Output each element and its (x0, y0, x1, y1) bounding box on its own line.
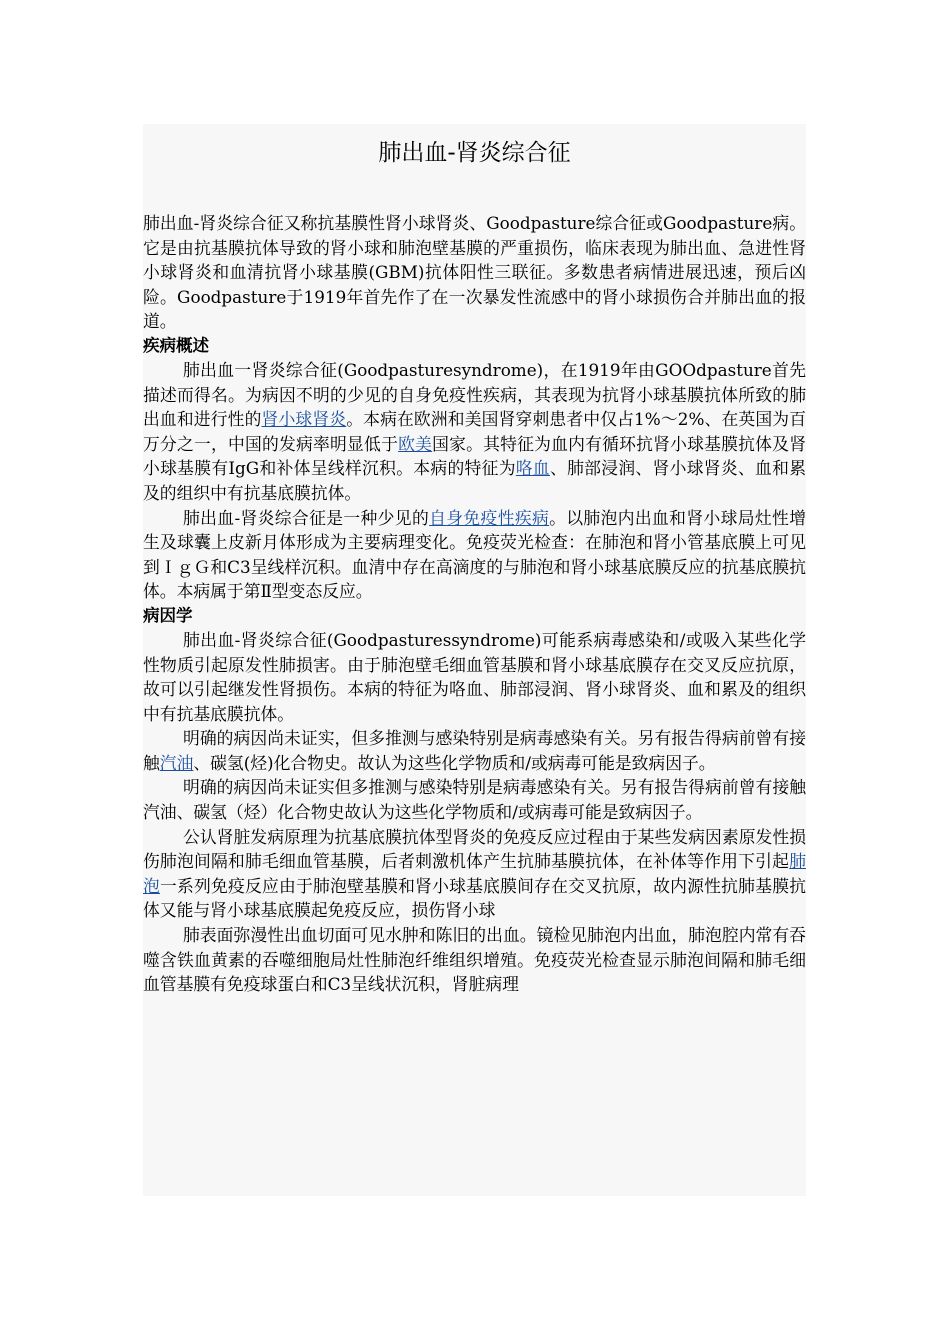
text-run: 。本病在欧洲和美国肾穿刺患者中仅占1%～2%、在英国为百万分之一，中国的发病率明显低于 (143, 409, 806, 454)
text-run: 肺出血一肾炎综合征(Goodpasturesyndrome)，在1919年由GOOdpasture首先描述而得名。为病因不明的少见的自身免疫性疾病，其表现为抗肾小球基膜抗体所致的肺出血和进行性的 (143, 359, 806, 430)
link-alveolus[interactable]: 肺泡 (143, 851, 806, 896)
link-europe-america[interactable]: 欧美 (398, 433, 433, 454)
etiology-paragraph-1: 肺出血-肾炎综合征(Goodpasturessyndrome)可能系病毒感染和/或吸入某些化学性物质引起原发性肺损害。由于肺泡壁毛细血管基膜和肾小球基底膜存在交叉反应抗原，故可以引起继发性肾损伤。本病的特征为咯血、肺部浸润、肾小球肾炎、血和累及的组织中有抗基底膜抗体。 (143, 629, 806, 724)
text-run: 一系列免疫反应由于肺泡壁基膜和肾小球基底膜间存在交叉抗原，故内源性抗肺基膜抗体又能与肾小球基底膜起免疫反应，损伤肾小球 (143, 875, 806, 921)
etiology-paragraph-3: 明确的病因尚未证实但多推测与感染特别是病毒感染有关。另有报告得病前曾有接触汽油、碳氢（烃）化合物史故认为这些化学物质和/或病毒可能是致病因子。 (143, 777, 806, 823)
overview-paragraph-1 (143, 358, 806, 506)
text-run: 、肺部浸润、肾小球肾炎、血和累及的组织中有抗基底膜抗体。 (143, 458, 806, 503)
link-gasoline[interactable]: 汽油 (159, 752, 194, 773)
text-run: 肺出血-肾炎综合征是一种少见的 (183, 507, 430, 528)
link-autoimmune-disease[interactable]: 自身免疫性疾病 (429, 507, 550, 528)
etiology-paragraph-5: 肺表面弥漫性出血切面可见水肿和陈旧的出血。镜检见肺泡内出血，肺泡腔内常有吞噬含铁血黄素的吞噬细胞局灶性肺泡纤维组织增殖。免疫荧光检查显示肺泡间隔和肺毛细血管基膜有免疫球蛋白和C3呈线状沉积，肾脏病理 (143, 925, 806, 995)
etiology-paragraph-4 (143, 825, 806, 923)
section-heading-overview: 疾病概述 (143, 335, 209, 355)
document-page (143, 124, 806, 1196)
intro-paragraph: 肺出血-肾炎综合征又称抗基膜性肾小球肾炎、Goodpasture综合征或Goodpasture病。它是由抗基膜抗体导致的肾小球和肺泡壁基膜的严重损伤，临床表现为肺出血、急进性肾小球肾炎和血清抗肾小球基膜(GBM)抗体阳性三联征。多数患者病情进展迅速，预后凶险。Goodpasture于1919年首先作了在一次暴发性流感中的肾小球损伤合并肺出血的报道。 (143, 213, 806, 332)
section-heading-etiology: 病因学 (143, 605, 193, 625)
text-run: 、碳氢(烃)化合物史。故认为这些化学物质和/或病毒可能是致病因子。 (193, 752, 716, 773)
document-title: 肺出血-肾炎综合征 (378, 140, 571, 166)
overview-paragraph-2 (143, 506, 806, 604)
link-hemoptysis[interactable]: 咯血 (515, 458, 550, 479)
text-run: 。以肺泡内出血和肾小球局灶性增生及球囊上皮新月体形成为主要病理变化。免疫荧光检查：在肺泡和肾小管基底膜上可见到ＩｇＧ和C3呈线样沉积。血清中存在高滴度的与肺泡和肾小球基底膜反应的抗基底膜抗体。本病属于第Ⅱ型变态反应。 (143, 507, 806, 602)
text-run: 国家。其特征为血内有循环抗肾小球基膜抗体及肾小球基膜有IgG和补体呈线样沉积。本病的特征为 (143, 433, 806, 479)
text-run: 公认肾脏发病原理为抗基底膜抗体型肾炎的免疫反应过程由于某些发病因素原发性损伤肺泡间隔和肺毛细血管基膜，后者刺激机体产生抗肺基膜抗体，在补体等作用下引起 (143, 826, 806, 872)
etiology-paragraph-2 (143, 726, 806, 775)
text-run: 明确的病因尚未证实，但多推测与感染特别是病毒感染有关。另有报告得病前曾有接触 (143, 728, 806, 773)
link-glomerulonephritis[interactable]: 肾小球肾炎 (261, 409, 347, 430)
